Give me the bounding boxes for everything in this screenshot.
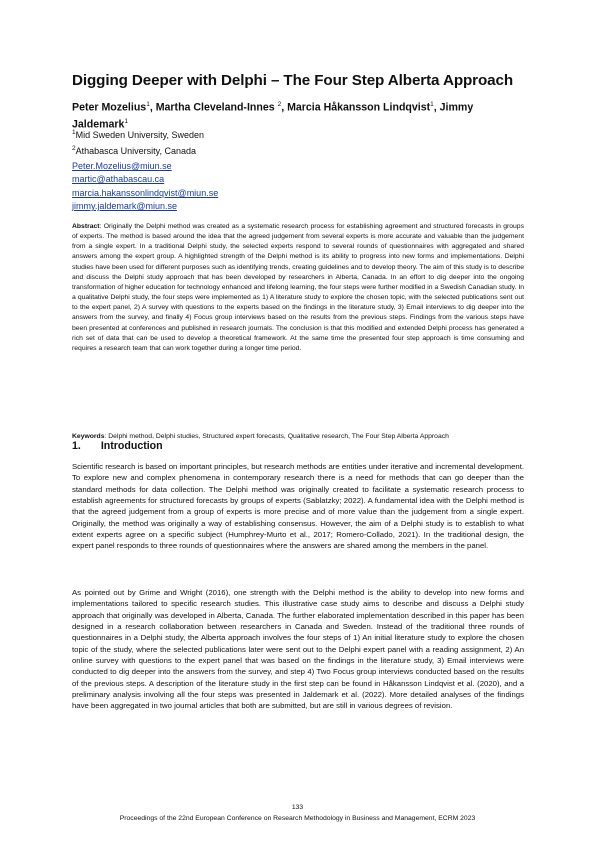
abstract [72, 222, 524, 354]
section-heading [72, 440, 163, 452]
author-affiliation-marker: 1 [124, 118, 129, 126]
page-number: 133 [291, 804, 304, 811]
author-list: Peter Mozelius$^1$, Martha Cleveland-Innes $^2$, Marcia Håkansson Lindqvist$^1$, Jimmy Jaldemark$^1$ [72, 101, 474, 131]
page-footer: Proceedings of the 22nd European Conference on Research Methodology in Business and Management, ECRM 2023 [119, 815, 476, 822]
affiliation-text: Mid Sweden University, Sweden [75, 130, 205, 140]
author-name: Martha Cleveland-Innes [155, 101, 278, 114]
section-title: Introduction [100, 440, 163, 452]
affiliation-marker: 2 [72, 145, 76, 152]
author-affiliation-marker: 1 [430, 101, 434, 108]
author-affiliation-marker: 1 [146, 101, 150, 108]
section-number: 1. [72, 440, 81, 452]
email-link[interactable]: marcia.hakanssonlindqvist@miun.se [72, 187, 219, 198]
email-link[interactable]: martic@athabascau.ca [72, 174, 165, 185]
abstract-text: : Originally the Delphi method was created as a systematic research process for establishing agreement and structured forecasts in groups of experts. The method is based around the idea that the agreed judgement from several experts is more accurate and valuable than the judgement from a single expert. In a traditional Delphi study, the selected experts respond to several rounds of questionnaires with aggregated and shared answers among the expert group. A highlighted strength of the Delphi method is its ability to progress into new forms and implementations. Delphi studies have been used for different purposes such as identifying trends, creating guidelines and to develop theory. The aim of this study is to describe and discuss the Delphi study approach that has been developed by researchers in Alberta, Canada. In an effort to dig deeper into the ongoing transformation of higher education for technology enhanced and lifelong learning, the four steps were further modified in a Swedish Canadian study. In a qualitative Delphi study, the four steps were implemented as 1) A literature study to explore the chosen topic, with the selected publications sent out to the expert panel, 2) A survey with questions to the experts based on the findings in the literature study, 3) Email interviews to dig deeper into the answers from the survey, and finally 4) Focus group interviews based on the results from the previous steps. Findings from the various steps have been presented at conferences and published in research journals. The conclusion is that this modified and extended Delphi process has generated a rich set of data that can be used to develop a theoretical framework. At the same time the presented four step approach is time consuming and requires a research team that can work together during a longer time period. [72, 223, 524, 352]
keywords-text: : Delphi method, Delphi studies, Structured expert forecasts, Qualitative research, The Four Step Alberta Approach [104, 433, 449, 440]
author-name: Marcia Håkansson Lindqvist [287, 101, 431, 114]
email-list [72, 160, 218, 214]
paper-title: Digging Deeper with Delphi – The Four Step Alberta Approach [72, 72, 514, 89]
author-name: Peter Mozelius [72, 101, 147, 114]
email-link[interactable]: Peter.Mozelius@miun.se [72, 161, 172, 171]
affiliation-text: Athabasca University, Canada [75, 146, 197, 156]
email-link[interactable]: jimmy.jaldemark@miun.se [72, 201, 177, 212]
abstract-label: Abstract [72, 223, 100, 230]
affiliation [72, 126, 204, 142]
affiliation-list [72, 126, 204, 158]
body-paragraph: Scientific research is based on important principles, but research methods are entities under iterative and incremental development. To explore new and complex phenomena in contemporary research there is a need for methods that can go deeper than the standard methods for data collection. The Delphi method was originally created to facilitate a systematic research process to establish agreements for structured forecasts by groups of experts (Sablatzky; 2022). A fundamental idea with the Delphi method is that the agreed judgement from a group of experts is more precise and of more value than the judgement from a single expert. Originally, the method was originally a way of establishing consensus. However, the aim of a Delphi study is to establish to what extent experts agree on a specific subject (Humphrey-Murto et al., 2017; Romero-Collado, 2021). In the traditional design, the expert panel responds to three rounds of questionnaires where the answers are shared among the members in the panel. [72, 462, 524, 551]
affiliation-marker: 1 [72, 129, 76, 136]
affiliation [72, 142, 204, 158]
keywords-label: Keywords [72, 433, 105, 440]
body-paragraph: As pointed out by Grime and Wright (2016), one strength with the Delphi method is the ability to develop into new forms and implementations tailored to specific research studies. This illustrative case study aims to describe and discuss a Delphi study approach that originally was developed in Alberta, Canada. The further elaborated implementation described in this paper has been designed in a research collaboration between researchers in Canada and Sweden. Instead of the traditional three rounds of questionnaires in a Delphi study, the Alberta approach involves the four steps of 1) An initial literature study to explore the chosen topic of the study, where the selected publications later were sent out to the Delphi expert panel with a reading assignment, 2) An online survey with questions to the expert panel that was based on the findings in the literature study, 3) Email interviews were conducted to dig deeper into the answers from the survey, and step 4) Two Focus group interviews conducted based on the results of the previous steps. A description of the literature study in the first step can be found in Håkansson Lindqvist et al. (2020), and a preliminary analysis involving all the four steps was presented in Jaldemark et al. (2022). More detailed analyses of the findings have been aggregated in two journal articles that both are submitted, but are still in various degrees of revision. [72, 588, 524, 711]
author-name: Jimmy Jaldemark [72, 101, 474, 131]
author-affiliation-marker: 2 [277, 101, 282, 108]
